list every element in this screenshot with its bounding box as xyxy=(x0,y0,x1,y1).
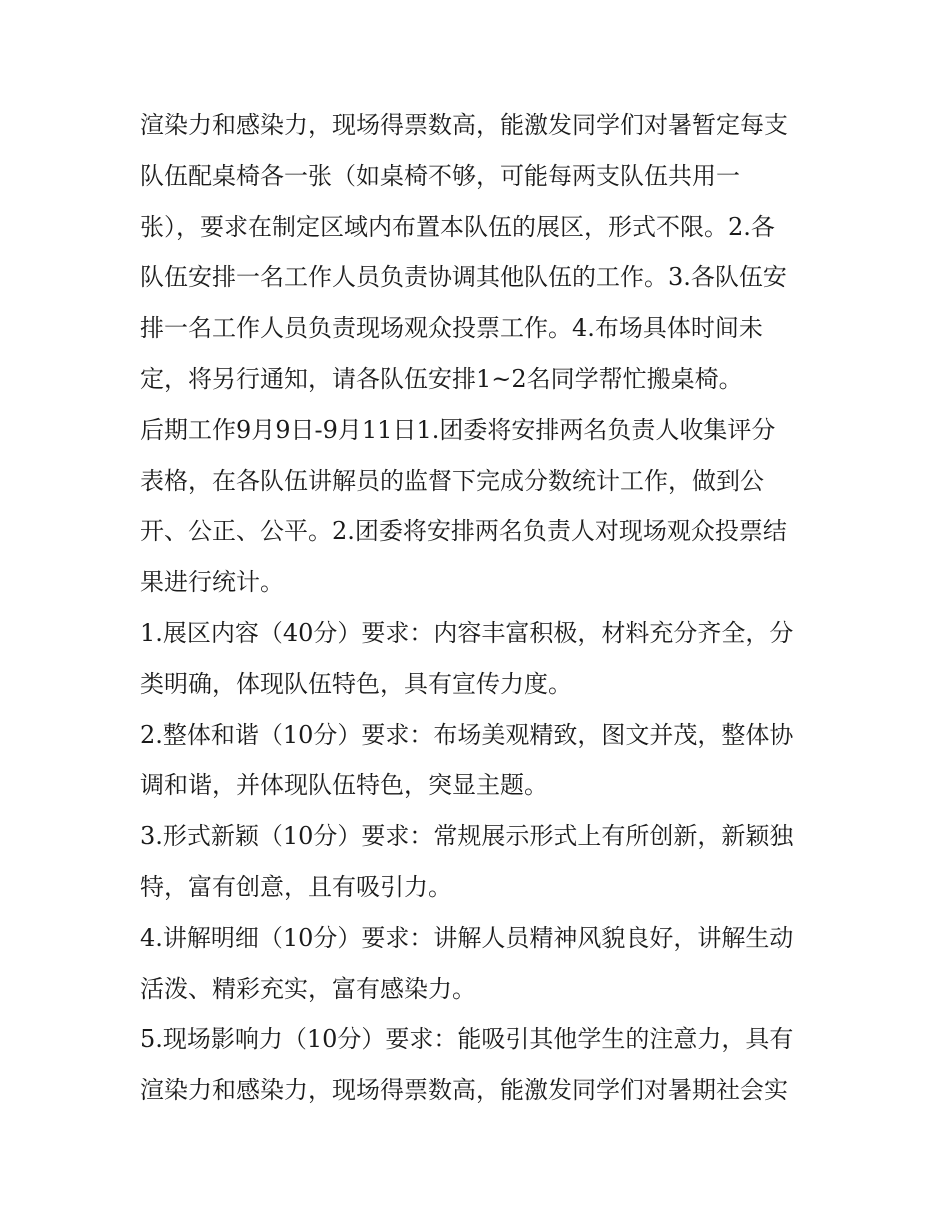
text-line: 队伍配桌椅各一张（如桌椅不够，可能每两支队伍共用一 xyxy=(140,161,740,190)
text-line: 4.讲解明细（10分）要求：讲解人员精神风貌良好，讲解生动 xyxy=(140,923,794,952)
text-line: 排一名工作人员负责现场观众投票工作。4.布场具体时间未 xyxy=(140,314,763,343)
text-line: 队伍安排一名工作人员负责协调其他队伍的工作。3.各队伍安 xyxy=(140,263,787,292)
text-line: 1.展区内容（40分）要求：内容丰富积极，材料充分齐全，分 xyxy=(140,618,794,647)
text-line: 调和谐，并体现队伍特色，突显主题。 xyxy=(140,771,548,800)
text-line: 果进行统计。 xyxy=(140,568,284,597)
text-line: 活泼、精彩充实，富有感染力。 xyxy=(140,974,476,1003)
text-line: 定，将另行通知，请各队伍安排1~2名同学帮忙搬桌椅。 xyxy=(140,364,743,393)
text-line: 3.形式新颖（10分）要求：常规展示形式上有所创新，新颖独 xyxy=(140,822,794,851)
text-line: 5.现场影响力（10分）要求：能吸引其他学生的注意力，具有 xyxy=(140,1025,794,1054)
text-line: 渲染力和感染力，现场得票数高，能激发同学们对暑期社会实 xyxy=(140,1076,788,1105)
text-line: 张），要求在制定区域内布置本队伍的展区，形式不限。2.各 xyxy=(140,212,775,241)
text-line: 开、公正、公平。2.团委将安排两名负责人对现场观众投票结 xyxy=(140,517,787,546)
text-line: 类明确，体现队伍特色，具有宣传力度。 xyxy=(140,669,572,698)
text-line: 2.整体和谐（10分）要求：布场美观精致，图文并茂，整体协 xyxy=(140,720,794,749)
document-body xyxy=(140,100,820,1116)
text-line: 后期工作9月9日-9月11日1.团委将安排两名负责人收集评分 xyxy=(140,415,776,444)
text-line: 渲染力和感染力，现场得票数高，能激发同学们对暑暂定每支 xyxy=(140,111,788,139)
text-line: 表格，在各队伍讲解员的监督下完成分数统计工作，做到公 xyxy=(140,466,764,495)
text-line: 特，富有创意，且有吸引力。 xyxy=(140,872,452,901)
